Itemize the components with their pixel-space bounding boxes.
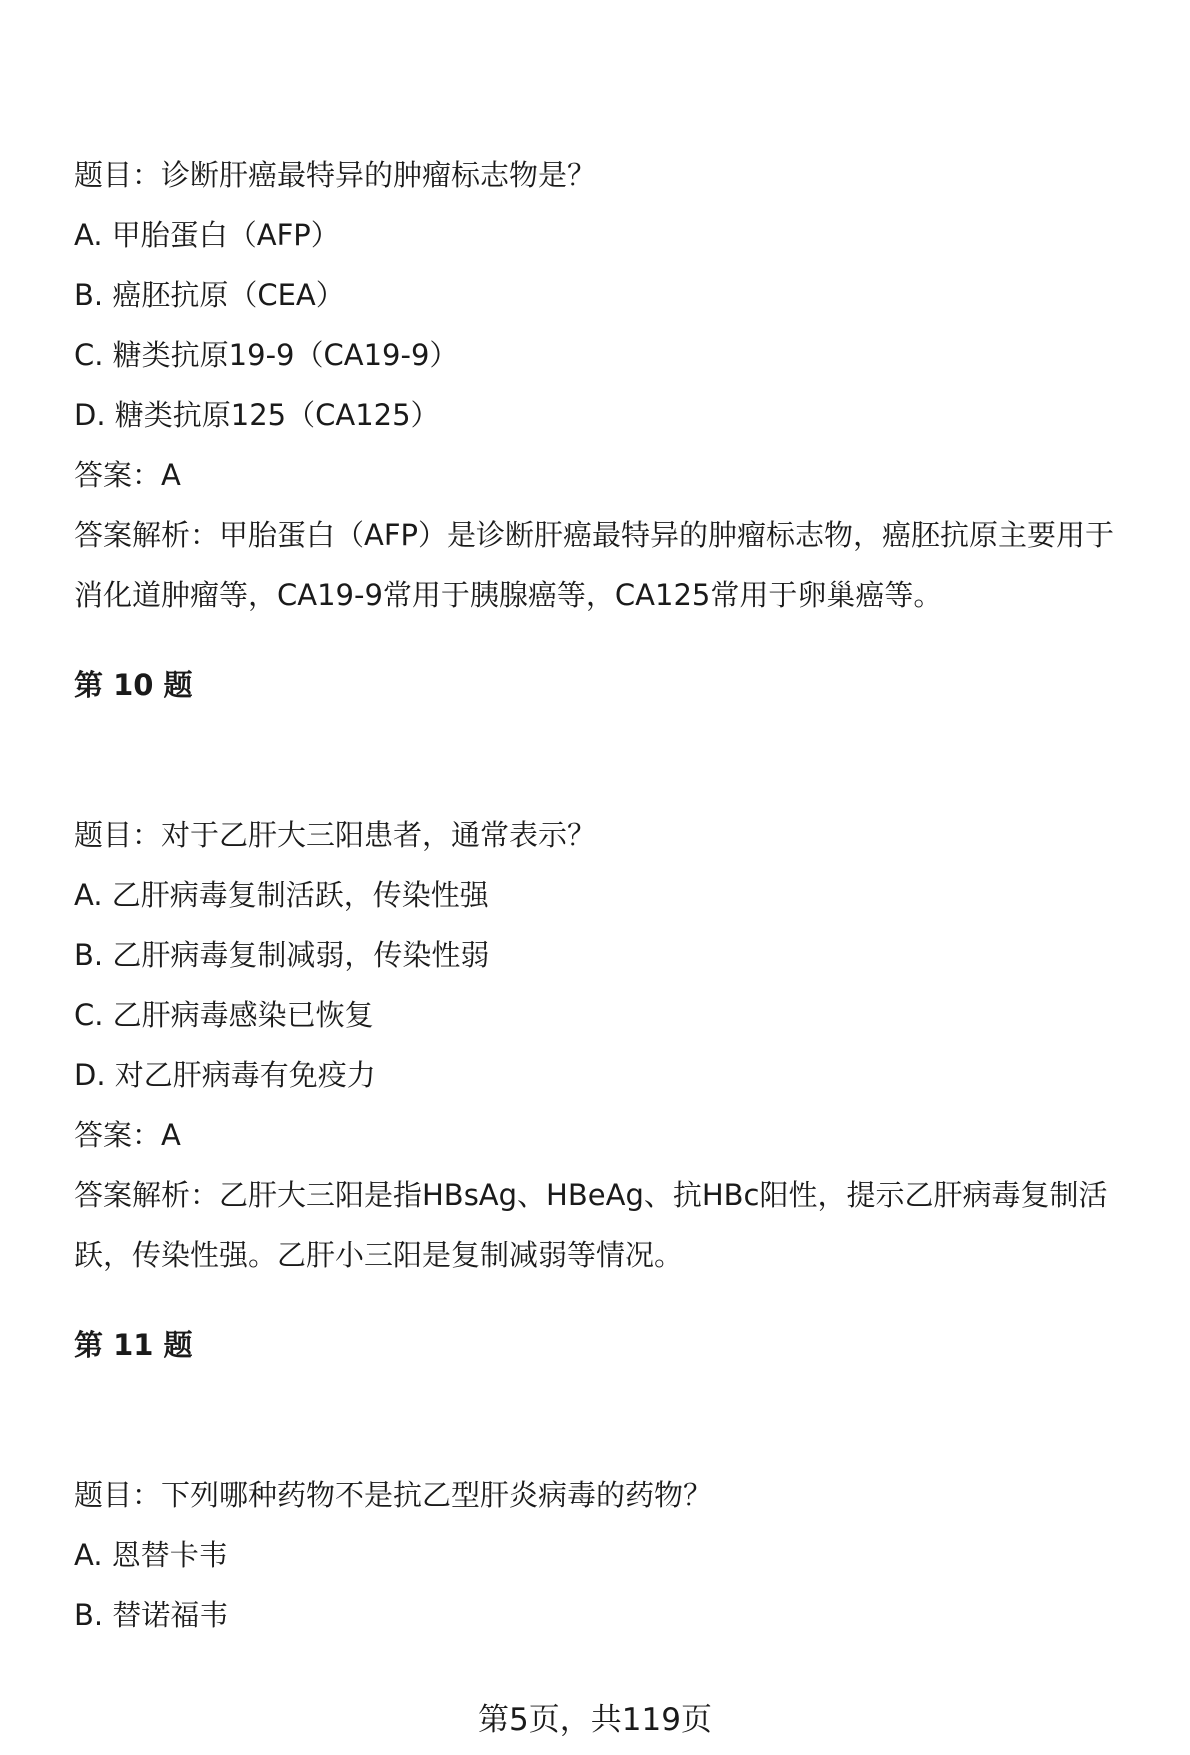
q10-answer: 答案：A (74, 1118, 181, 1152)
q9-option-b: B. 癌胚抗原（CEA） (74, 278, 345, 312)
q11-heading: 第 11 题 (74, 1328, 193, 1362)
q9-option-d: D. 糖类抗原125（CA125） (74, 398, 440, 432)
document-page (74, 0, 1164, 1755)
q9-option-c: C. 糖类抗原19-9（CA19-9） (74, 338, 459, 372)
q10-explanation-line-1: 答案解析：乙肝大三阳是指HBsAg、HBeAg、抗HBc阳性，提示乙肝病毒复制活 (74, 1178, 1108, 1212)
q10-option-d: D. 对乙肝病毒有免疫力 (74, 1058, 376, 1092)
page-number-footer: 第5页，共119页 (478, 1702, 712, 1738)
q11-question: 题目：下列哪种药物不是抗乙型肝炎病毒的药物？ (74, 1478, 713, 1512)
q11-option-b: B. 替诺福韦 (74, 1598, 229, 1632)
q9-explanation-line-1: 答案解析：甲胎蛋白（AFP）是诊断肝癌最特异的肿瘤标志物，癌胚抗原主要用于 (74, 518, 1115, 552)
q10-heading: 第 10 题 (74, 668, 193, 702)
q9-answer: 答案：A (74, 458, 181, 492)
q10-option-c: C. 乙肝病毒感染已恢复 (74, 998, 374, 1032)
q10-explanation-line-2: 跃，传染性强。乙肝小三阳是复制减弱等情况。 (74, 1238, 684, 1272)
q9-explanation-line-2: 消化道肿瘤等，CA19-9常用于胰腺癌等，CA125常用于卵巢癌等。 (74, 578, 943, 612)
q10-option-b: B. 乙肝病毒复制减弱，传染性弱 (74, 938, 490, 972)
q9-question: 题目：诊断肝癌最特异的肿瘤标志物是？ (74, 158, 597, 192)
q10-option-a: A. 乙肝病毒复制活跃，传染性强 (74, 878, 489, 912)
q11-option-a: A. 恩替卡韦 (74, 1538, 228, 1572)
q9-option-a: A. 甲胎蛋白（AFP） (74, 218, 340, 252)
q10-question: 题目：对于乙肝大三阳患者，通常表示？ (74, 818, 597, 852)
